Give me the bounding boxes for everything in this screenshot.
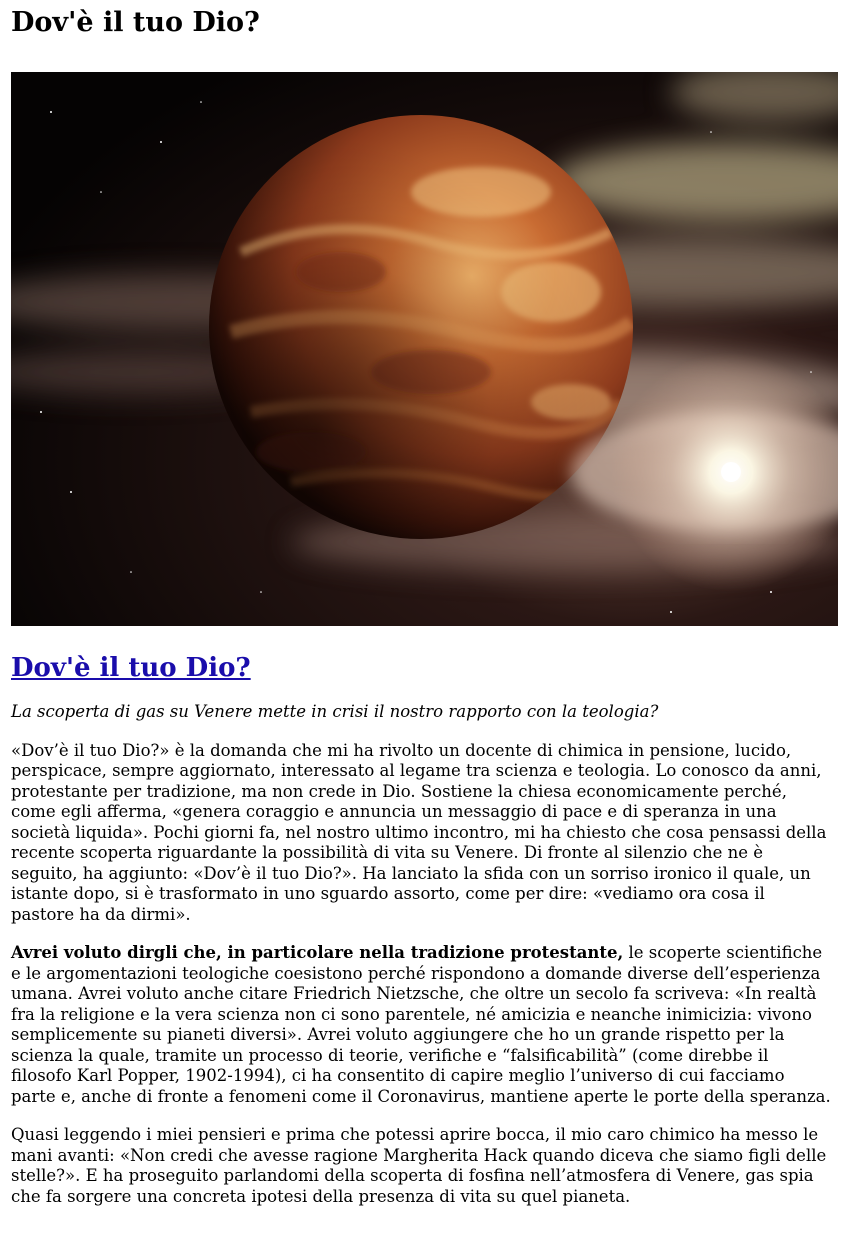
article-title-link[interactable]: Dov'è il tuo Dio? bbox=[11, 653, 251, 683]
article-paragraph-2 bbox=[11, 943, 832, 1107]
article-paragraph-3: Quasi leggendo i miei pensieri e prima che potessi aprire bocca, il mio caro chimico ha messo le mani avanti: «Non credi che avesse ragione Margherita Hack quando diceva che siamo figli delle stelle?». E ha proseguito parlandomi della scoperta di fosfina nell’atmosfera di Venere, gas spia che fa sorgere una concreta ipotesi della presenza di vita su quel pianeta. bbox=[11, 1125, 827, 1206]
article-paragraph-2-lead: Avrei voluto dirgli che, in particolare nella tradizione protestante, bbox=[11, 943, 624, 962]
hero-image bbox=[11, 72, 838, 626]
article-title bbox=[11, 652, 832, 684]
planet-venus-image bbox=[11, 72, 838, 626]
article-paragraph-1: «Dov’è il tuo Dio?» è la domanda che mi ha rivolto un docente di chimica in pensione, lucido, perspicace, sempre aggiornato, interessato al legame tra scienza e teologia. Lo conosco da anni, protestante per tradizione, ma non crede in Dio. Sostiene la chiesa economicamente perché, come egli afferma, «genera coraggio e annuncia un messaggio di pace e di speranza in una società liquida». Pochi giorni fa, nel nostro ultimo incontro, mi ha chiesto che cosa pensassi della recente scoperta riguardante la possibilità di vita su Venere. Di fronte al silenzio che ne è seguito, ha aggiunto: «Dov’è il tuo Dio?». Ha lanciato la sfida con un sorriso ironico il quale, un istante dopo, si è trasformato in uno sguardo assorto, come per dire: «vediamo ora cosa il pastore ha da dirmi». bbox=[11, 740, 827, 924]
article-paragraph-2-body: le scoperte scientifiche e le argomentazioni teologiche coesistono perché rispondono a domande diverse dell’esperienza umana. Avrei voluto anche citare Friedrich Nietzsche, che oltre un secolo fa scriveva: «In realtà fra la religione e la vera scienza non ci sono parentele, né amicizia e neanche inimicizia: vivono semplicemente su pianeti diversi». Avrei voluto aggiungere che ho un grande rispetto per la scienza la quale, tramite un processo di teorie, verifiche e “falsificabilità” (come direbbe il filosofo Karl Popper, 1902-1994), ci ha consentito di capire meglio l’universo di cui facciamo parte e, anche di fronte a fenomeni come il Coronavirus, mantiene aperte le porte della speranza. bbox=[11, 943, 831, 1106]
page-title: Dov'è il tuo Dio? bbox=[11, 7, 260, 38]
article-subtitle: La scoperta di gas su Venere mette in crisi il nostro rapporto con la teologia? bbox=[11, 702, 659, 721]
